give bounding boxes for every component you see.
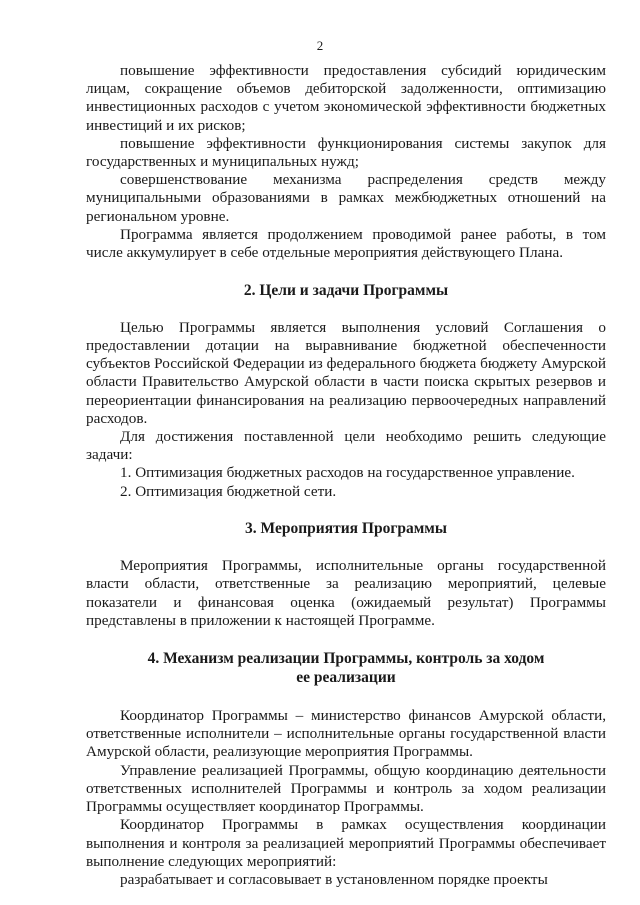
section-3-paragraph-1: Мероприятия Программы, исполнительные органы государственной власти области, ответственные за реализацию мероприятий, целевые показатели и финансовая оценка (ожидаемый результат) Программы представлены в приложении к настоящей Программе. bbox=[86, 557, 606, 629]
section-4-paragraph-4: разрабатывает и согласовывает в установленном порядке проекты bbox=[120, 870, 548, 888]
section-4-heading: 4. Механизм реализации Программы, контроль за ходом ее реализации bbox=[147, 650, 545, 686]
intro-paragraph-4: Программа является продолжением проводимой ранее работы, в том числе аккумулирует в себе отдельные мероприятия действующего Плана. bbox=[86, 225, 606, 262]
intro-paragraph-2: повышение эффективности функционирования системы закупок для государственных и муниципальных нужд; bbox=[86, 134, 606, 171]
page-number: 2 bbox=[316, 38, 324, 53]
intro-paragraph-1: повышение эффективности предоставления субсидий юридическим лицам, сокращение объемов дебиторской задолженности, оптимизацию инвестиционных расходов с учетом экономической эффективности бюджетных инвестиций и их рисков; bbox=[86, 62, 606, 134]
section-4-paragraph-1: Координатор Программы – министерство финансов Амурской области, ответственные исполнители – исполнительные органы государственной власти Амурской области, реализующие мероприятия Программы. bbox=[86, 707, 606, 761]
section-2-heading: 2. Цели и задачи Программы bbox=[243, 282, 449, 300]
section-3-heading: 3. Мероприятия Программы bbox=[245, 519, 447, 537]
document-body bbox=[86, 62, 606, 889]
section-4-paragraph-2: Управление реализацией Программы, общую координацию деятельности ответственных исполнителей Программы и контроль за ходом реализации Программы осуществляет координатор Программы. bbox=[86, 761, 606, 816]
section-2-paragraph-2: Для достижения поставленной цели необходимо решить следующие задачи: bbox=[86, 427, 606, 464]
section-2-paragraph-1: Целью Программы является выполнения условий Соглашения о предоставлении дотации на выравнивание бюджетной обеспеченности субъектов Российской Федерации из федерального бюджета бюджету Амурской области Правительство Амурской области в части поиска скрытых резервов и переориентации финансирования на реализацию первоочередных направлений расходов. bbox=[86, 318, 606, 427]
section-4-paragraph-3: Координатор Программы в рамках осуществления координации выполнения и контроля за реализацией мероприятий Программы обеспечивает выполнение следующих мероприятий: bbox=[86, 816, 606, 870]
task-item-1: 1. Оптимизация бюджетных расходов на государственное управление. bbox=[120, 464, 575, 482]
task-item-2: 2. Оптимизация бюджетной сети. bbox=[120, 482, 337, 500]
intro-paragraph-3: совершенствование механизма распределения средств между муниципальными образованиями в рамках межбюджетных отношений на региональном уровне. bbox=[86, 171, 606, 225]
